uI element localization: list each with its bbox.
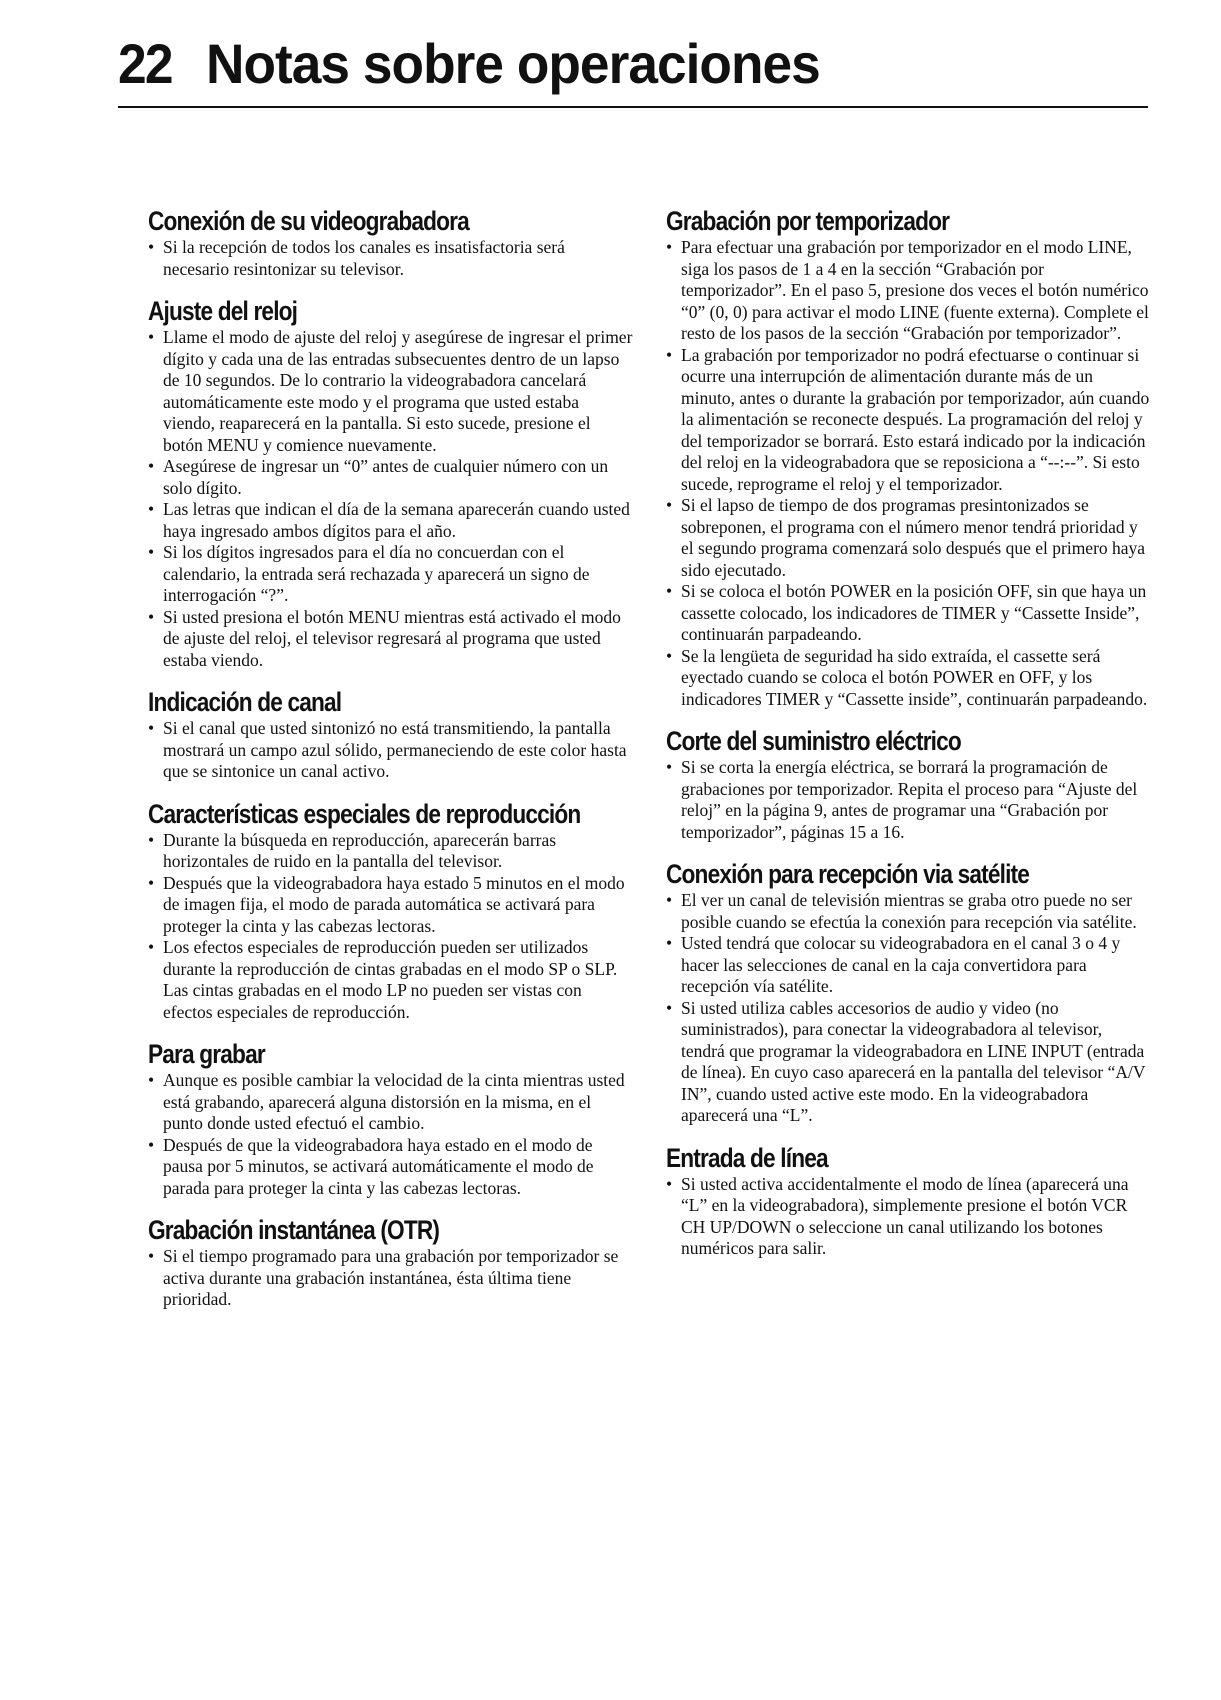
bullet-icon: • [148,499,155,519]
section-indicacion-de-canal [148,687,633,783]
section-heading: Ajuste del reloj [148,296,298,326]
bullet-list [666,890,1150,1127]
bullet-icon: • [666,997,673,1018]
section-heading: Grabación instantánea (OTR) [148,1215,440,1245]
bullet-text: Si los dígitos ingresados para el día no concuerdan con el calendario, la entrada será rechazada y aparecerá un signo de interrogación “?”. [163,542,590,605]
section-heading: Entrada de línea [666,1142,828,1173]
bullet-icon: • [148,1134,155,1155]
bullet-item [148,1070,633,1135]
bullet-item [148,542,633,607]
bullet-icon: • [666,344,673,365]
bullet-item [666,890,1150,933]
bullet-item [148,607,633,672]
bullet-icon: • [148,718,155,738]
bullet-icon: • [148,872,155,893]
section-heading: Corte del suministro eléctrico [666,726,961,756]
section-ajuste-del-reloj [148,296,633,671]
page-title: Notas sobre operaciones [206,32,820,95]
bullet-text: Aunque es posible cambiar la velocidad de la cinta mientras usted está grabando, aparecerá alguna distorsión en la misma, en el punto donde usted efectuó el cambio. [163,1070,625,1133]
bullet-icon: • [148,542,155,562]
bullet-icon: • [666,645,673,666]
bullet-item [666,933,1150,998]
right-column [666,206,1150,1276]
bullet-text: Si usted utiliza cables accesorios de audio y video (no suministrados), para conectar la videograbadora al televisor, tendrá que programar la videograbadora en LINE INPUT (entrada de línea). En cuyo caso aparecerá en la pantalla del televisor “A/V IN”, cuando usted active este modo. En la videograbadora aparecerá una “L”. [681,997,1146,1125]
section-para-grabar [148,1039,633,1199]
bullet-icon: • [148,606,155,627]
bullet-item [148,499,633,542]
bullet-item [666,237,1150,345]
bullet-icon: • [148,1246,155,1266]
bullet-item [148,1246,633,1311]
bullet-item [666,646,1150,711]
bullet-icon: • [666,495,673,515]
bullet-text: Los efectos especiales de reproducción pueden ser utilizados durante la reproducción de cintas grabadas en el modo SP o SLP. Las cintas grabadas en el modo LP no pueden ser vistas con efectos especiales de reproducción. [163,937,618,1022]
bullet-list [148,237,633,280]
bullet-item [666,757,1150,843]
bullet-item [148,718,633,783]
bullet-text: Si se coloca el botón POWER en la posición OFF, sin que haya un cassette colocado, los indicadores de TIMER y “Cassette Inside”, continuarán parpadeando. [681,581,1147,644]
section-heading: Conexión para recepción via satélite [666,859,1030,889]
bullet-item [666,581,1150,646]
bullet-text: Si el tiempo programado para una grabación por temporizador se activa durante una grabación instantánea, ésta última tiene prioridad. [163,1246,619,1309]
bullet-list [148,327,633,671]
page-number: 22 [118,32,172,95]
bullet-item [666,998,1150,1127]
bullet-text: Después que la videograbadora haya estado 5 minutos en el modo de imagen fija, el modo de parada automática se activará para proteger la cinta y las cabezas lectoras. [163,872,625,936]
section-grabacion-por-temporizador [666,206,1150,710]
bullet-text: Llame el modo de ajuste del reloj y asegúrese de ingresar el primer dígito y cada una de las entradas subsecuentes dentro de un lapso de 10 segundos. De lo contrario la videograbadora cancelará automáticamente este modo y el programa que usted estaba viendo, reaparecerá en la pantalla. Si esto sucede, presione el botón MENU y comience nuevamente. [163,327,633,455]
section-conexion-para-recepcion-via-satelite [666,859,1150,1127]
bullet-item [666,345,1150,496]
bullet-text: Después de que la videograbadora haya estado en el modo de pausa por 5 minutos, se activará automáticamente el modo de parada para proteger la cinta y las cabezas lectoras. [163,1134,594,1198]
bullet-icon: • [148,829,155,850]
bullet-text: El ver un canal de televisión mientras se graba otro puede no ser posible cuando se efectúa la conexión para recepción via satélite. [681,890,1137,932]
bullet-icon: • [148,237,155,257]
bullet-item [148,873,633,938]
bullet-text: Si la recepción de todos los canales es insatisfactoria será necesario resintonizar su televisor. [163,237,565,279]
section-heading: Indicación de canal [148,687,342,717]
bullet-item [666,495,1150,581]
bullet-item [148,830,633,873]
page-header [118,32,1148,108]
section-heading: Para grabar [148,1039,265,1069]
bullet-item [148,456,633,499]
bullet-icon: • [148,937,155,957]
bullet-item [148,327,633,456]
section-caracteristicas-especiales-de-reproduccion [148,799,633,1024]
bullet-text: Durante la búsqueda en reproducción, aparecerán barras horizontales de ruido en la pantalla del televisor. [163,829,557,871]
bullet-text: Si el lapso de tiempo de dos programas presintonizados se sobreponen, el programa con el número menor tendrá prioridad y el segundo programa comenzará solo después que el primero haya sido ejecutado. [681,495,1146,580]
bullet-icon: • [148,327,155,347]
bullet-item [666,1174,1150,1260]
bullet-list [148,1070,633,1199]
left-column [148,206,633,1327]
bullet-list [666,757,1150,843]
bullet-icon: • [666,581,673,601]
section-conexion-de-su-videograbadora [148,206,633,280]
bullet-icon: • [666,237,673,257]
bullet-icon: • [666,933,673,953]
bullet-list [148,830,633,1024]
bullet-icon: • [148,456,155,476]
section-entrada-de-linea [666,1143,1150,1260]
bullet-text: Las letras que indican el día de la semana aparecerán cuando usted haya ingresado ambos dígitos para el año. [163,499,630,541]
bullet-icon: • [666,890,673,910]
bullet-list [148,718,633,783]
bullet-text: Asegúrese de ingresar un “0” antes de cualquier número con un solo dígito. [163,456,609,498]
bullet-item [148,937,633,1023]
bullet-text: Usted tendrá que colocar su videograbadora en el canal 3 o 4 y hacer las selecciones de canal en la caja convertidora para recepción vía satélite. [681,933,1121,996]
bullet-text: Si usted presiona el botón MENU mientras está activado el modo de ajuste del reloj, el televisor regresará al programa que usted estaba viendo. [163,606,621,670]
bullet-icon: • [666,757,673,777]
bullet-list [666,237,1150,710]
section-grabacion-instantanea-otr [148,1215,633,1311]
bullet-text: Si el canal que usted sintonizó no está transmitiendo, la pantalla mostrará un campo azul sólido, permaneciendo de este color hasta que se sintonice un canal activo. [163,718,627,781]
section-corte-del-suministro-electrico [666,726,1150,843]
bullet-icon: • [666,1173,673,1194]
bullet-list [148,1246,633,1311]
bullet-item [148,237,633,280]
section-heading: Grabación por temporizador [666,206,950,236]
bullet-list [666,1174,1150,1260]
bullet-icon: • [148,1070,155,1090]
bullet-text: Si usted activa accidentalmente el modo de línea (aparecerá una “L” en la videograbadora), simplemente presione el botón VCR CH UP/DOWN o seleccione un canal utilizando los botones numéricos para salir. [681,1173,1129,1258]
bullet-text: Se la lengüeta de seguridad ha sido extraída, el cassette será eyectado cuando se coloca el botón POWER en OFF, y los indicadores TIMER y “Cassette inside”, continuarán parpadeando. [681,645,1148,709]
bullet-text: La grabación por temporizador no podrá efectuarse o continuar si ocurre una interrupción de alimentación durante más de un minuto, antes o durante la grabación por temporizador, aún cuando la alimentación se reconecte después. La programación del reloj y del temporizador se borrará. Esto estará indicado por la indicación del reloj en la videograbadora que se reposiciona a “--:--”. Si esto sucede, reprograme el reloj y el temporizador. [681,344,1150,494]
bullet-text: Para efectuar una grabación por temporizador en el modo LINE, siga los pasos de 1 a 4 en la sección “Grabación por temporizador”. En el paso 5, presione dos veces el botón numérico “0” (0, 0) para activar el modo LINE (fuente externa). Complete el resto de los pasos de la sección “Grabación por temporizador”. [681,237,1149,343]
section-heading: Conexión de su videograbadora [148,206,469,236]
bullet-item [148,1135,633,1200]
section-heading: Características especiales de reproducción [148,798,581,829]
bullet-text: Si se corta la energía eléctrica, se borrará la programación de grabaciones por temporizador. Repita el proceso para “Ajuste del reloj” en la página 9, antes de programar una “Grabación por temporizador”, páginas 15 a 16. [681,757,1138,842]
